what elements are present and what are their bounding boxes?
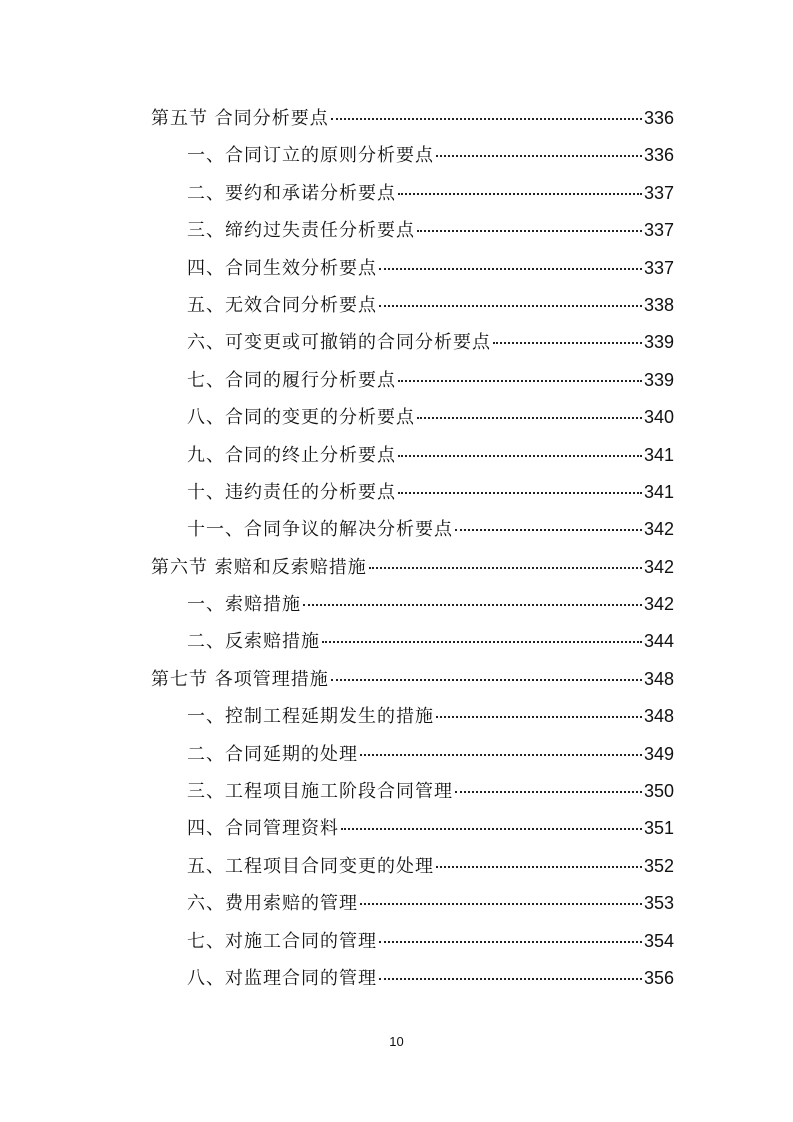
toc-entry-page: 336 xyxy=(643,108,674,128)
toc-entry-label: 六、费用索赔的管理 xyxy=(187,893,358,915)
toc-subsection-entry[interactable] xyxy=(151,212,674,249)
toc-subsection-entry[interactable] xyxy=(151,848,674,885)
toc-entry-page: 350 xyxy=(643,781,674,802)
toc-entry-page: 339 xyxy=(643,369,674,390)
toc-entry-page: 337 xyxy=(643,257,674,278)
toc-dot-leader xyxy=(379,305,642,307)
toc-subsection-entry[interactable] xyxy=(151,474,674,511)
toc-entry-page: 348 xyxy=(643,668,674,689)
toc-entry-page: 336 xyxy=(643,145,674,166)
toc-subsection-entry[interactable] xyxy=(151,773,674,810)
toc-subsection-entry[interactable] xyxy=(151,175,674,212)
toc-entry-label: 十、违约责任的分析要点 xyxy=(187,481,396,503)
toc-entry-label: 六、可变更或可撤销的合同分析要点 xyxy=(187,332,491,354)
toc-dot-leader xyxy=(331,118,642,120)
toc-entry-label: 第五节 合同分析要点 xyxy=(151,108,329,129)
toc-entry-page: 341 xyxy=(643,481,674,502)
toc-subsection-entry[interactable] xyxy=(151,511,674,548)
toc-entry-label: 七、合同的履行分析要点 xyxy=(187,369,396,391)
toc-dot-leader xyxy=(360,903,642,905)
toc-dot-leader xyxy=(493,342,642,344)
toc-entry-page: 353 xyxy=(643,893,674,914)
toc-dot-leader xyxy=(341,828,642,830)
toc-subsection-entry[interactable] xyxy=(151,586,674,623)
toc-entry-page: 337 xyxy=(643,220,674,241)
toc-subsection-entry[interactable] xyxy=(151,250,674,287)
toc-entry-page: 349 xyxy=(643,743,674,764)
toc-subsection-entry[interactable] xyxy=(151,810,674,847)
toc-entry-page: 340 xyxy=(643,407,674,428)
toc-entry-page: 354 xyxy=(643,930,674,951)
toc-subsection-entry[interactable] xyxy=(151,885,674,922)
toc-subsection-entry[interactable] xyxy=(151,960,674,997)
toc-dot-leader xyxy=(398,455,642,457)
toc-entry-label: 二、要约和承诺分析要点 xyxy=(187,182,396,204)
toc-entry-page: 337 xyxy=(643,182,674,203)
toc-subsection-entry[interactable] xyxy=(151,623,674,660)
toc-dot-leader xyxy=(417,417,642,419)
toc-entry-page: 339 xyxy=(643,332,674,353)
toc-dot-leader xyxy=(455,791,642,793)
toc-dot-leader xyxy=(436,155,642,157)
toc-entry-label: 五、无效合同分析要点 xyxy=(187,294,377,316)
toc-entry-label: 二、合同延期的处理 xyxy=(187,743,358,765)
toc-entry-label: 一、合同订立的原则分析要点 xyxy=(187,145,434,167)
toc-entry-label: 四、合同管理资料 xyxy=(187,818,339,840)
toc-dot-leader xyxy=(303,604,642,606)
toc-subsection-entry[interactable] xyxy=(151,137,674,174)
toc-subsection-entry[interactable] xyxy=(151,324,674,361)
toc-dot-leader xyxy=(331,679,642,681)
toc-subsection-entry[interactable] xyxy=(151,698,674,735)
toc-entry-label: 八、合同的变更的分析要点 xyxy=(187,407,415,429)
toc-dot-leader xyxy=(369,567,642,569)
toc-dot-leader xyxy=(455,529,642,531)
toc-dot-leader xyxy=(379,941,642,943)
toc-section-entry[interactable] xyxy=(151,661,674,698)
toc-section-entry[interactable] xyxy=(151,100,674,137)
toc-entry-page: 356 xyxy=(643,967,674,988)
toc-dot-leader xyxy=(398,380,642,382)
toc-entry-page: 344 xyxy=(643,631,674,652)
toc-subsection-entry[interactable] xyxy=(151,923,674,960)
toc-dot-leader xyxy=(322,641,642,643)
toc-entry-label: 八、对监理合同的管理 xyxy=(187,967,377,989)
toc-subsection-entry[interactable] xyxy=(151,362,674,399)
toc-subsection-entry[interactable] xyxy=(151,399,674,436)
toc-subsection-entry[interactable] xyxy=(151,437,674,474)
toc-entry-label: 二、反索赔措施 xyxy=(187,631,320,653)
toc-entry-page: 348 xyxy=(643,706,674,727)
toc-dot-leader xyxy=(436,716,642,718)
toc-entry-page: 342 xyxy=(643,556,674,577)
toc-dot-leader xyxy=(398,492,642,494)
toc-entry-label: 三、工程项目施工阶段合同管理 xyxy=(187,781,453,803)
toc-entry-page: 351 xyxy=(643,818,674,839)
toc-entry-page: 342 xyxy=(643,594,674,615)
toc-dot-leader xyxy=(436,866,642,868)
toc-dot-leader xyxy=(417,230,642,232)
toc-entry-label: 五、工程项目合同变更的处理 xyxy=(187,855,434,877)
page-number: 10 xyxy=(389,1034,404,1049)
toc-entry-page: 338 xyxy=(643,294,674,315)
table-of-contents xyxy=(151,100,674,997)
toc-dot-leader xyxy=(360,754,642,756)
toc-dot-leader xyxy=(379,268,642,270)
toc-entry-label: 一、索赔措施 xyxy=(187,594,301,616)
toc-dot-leader xyxy=(379,978,642,980)
toc-entry-page: 342 xyxy=(643,519,674,540)
toc-entry-page: 352 xyxy=(643,855,674,876)
toc-entry-label: 七、对施工合同的管理 xyxy=(187,930,377,952)
toc-subsection-entry[interactable] xyxy=(151,736,674,773)
toc-entry-page: 341 xyxy=(643,444,674,465)
toc-section-entry[interactable] xyxy=(151,549,674,586)
toc-entry-label: 四、合同生效分析要点 xyxy=(187,257,377,279)
toc-entry-label: 一、控制工程延期发生的措施 xyxy=(187,706,434,728)
toc-entry-label: 九、合同的终止分析要点 xyxy=(187,444,396,466)
toc-dot-leader xyxy=(398,193,642,195)
toc-entry-label: 三、缔约过失责任分析要点 xyxy=(187,220,415,242)
toc-entry-label: 十一、合同争议的解决分析要点 xyxy=(187,519,453,541)
toc-entry-label: 第七节 各项管理措施 xyxy=(151,668,329,690)
toc-subsection-entry[interactable] xyxy=(151,287,674,324)
toc-entry-label: 第六节 索赔和反索赔措施 xyxy=(151,556,367,578)
